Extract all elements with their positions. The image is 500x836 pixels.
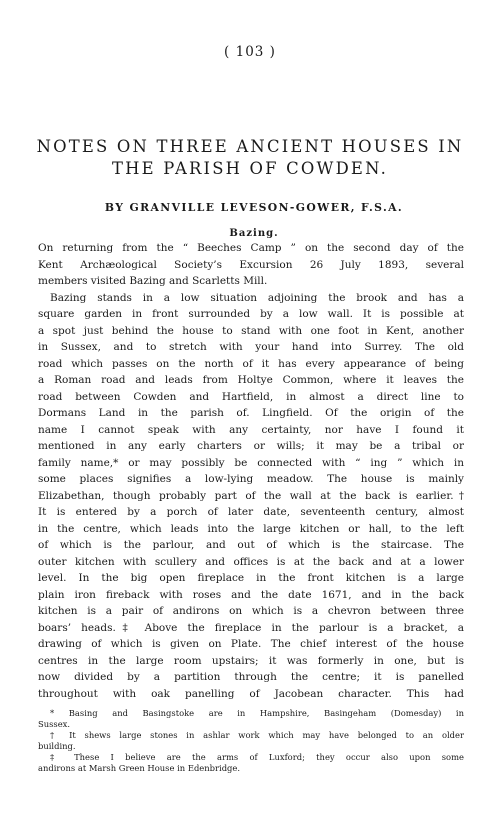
- text-line: drawing of which is given on Plate. The chief interest of the house: [38, 638, 464, 650]
- text-line: Elizabethan, though probably part of the wall at the back is earlier.†: [38, 489, 464, 502]
- text-line: level. In the big open fireplace in the front kitchen is a large: [38, 572, 464, 584]
- text-line: mentioned in any early charters or wills; it may be a tribal or: [38, 440, 464, 452]
- text-line: in Sussex, and to stretch with your hand into Surrey. The old: [38, 341, 464, 353]
- text-line: members visited Bazing and Scarletts Mill.: [38, 275, 268, 287]
- footnote-line: * Basing and Basingstoke are in Hampshire, Basingeham (Domesday) in: [50, 708, 464, 718]
- text-line: now divided by a partition through the centre; it is panelled: [38, 671, 464, 683]
- text-line: outer kitchen with scullery and offices is at the back and at a lower: [38, 555, 464, 568]
- text-line: Dormans Land in the parish of. Lingfield. Of the origin of the: [38, 407, 464, 419]
- text-line: some places signifies a low-lying meadow. The house is mainly: [38, 473, 464, 485]
- section-heading: Bazing.: [229, 228, 279, 239]
- footnote-line: ‡ These I believe are the arms of Luxford; they occur also upon some: [50, 752, 464, 762]
- text-line: boars’ heads.‡ Above the fireplace in the parlour is a bracket, a: [38, 621, 464, 634]
- text-line: name I cannot speak with any certainty, nor have I found it: [38, 423, 464, 436]
- article-title: [36, 136, 464, 180]
- text-line: Bazing stands in a low situation adjoining the brook and has a: [50, 291, 464, 304]
- text-line: in the centre, which leads into the large kitchen or hall, to the left: [38, 522, 464, 535]
- text-line: road between Cowden and Hartfield, in almost a direct line to: [38, 390, 464, 403]
- text-line: plain iron fireback with roses and the date 1671, and in the back: [38, 588, 464, 601]
- page-number: ( 103 ): [224, 44, 276, 60]
- text-line: family name,* or may possibly be connected with “ ing ” which in: [38, 456, 464, 469]
- author-byline: BY GRANVILLE LEVESON-GOWER, F.S.A.: [104, 201, 404, 214]
- text-line: centres in the large room upstairs; it was formerly in one, but is: [38, 654, 464, 667]
- text-line: square garden in front surrounded by a low wall. It is possible at: [38, 308, 464, 320]
- text-line: kitchen is a pair of andirons on which is a chevron between three: [38, 605, 464, 617]
- text-line: Kent Archæological Society’s Excursion 26 July 1893, several: [38, 258, 464, 271]
- text-line: throughout with oak panelling of Jacobean character. This had: [38, 687, 464, 700]
- text-line: a Roman road and leads from Holtye Common, where it leaves the: [38, 374, 464, 386]
- text-line: It is entered by a porch of later date, seventeenth century, almost: [38, 506, 464, 518]
- body-text: [38, 240, 464, 702]
- footnote-line: building.: [38, 741, 76, 751]
- footnotes: [38, 708, 464, 774]
- footnote-line: andirons at Marsh Green House in Edenbridge.: [38, 763, 241, 773]
- footnote-line: † It shews large stones in ashlar work which may have belonged to an older: [50, 730, 464, 740]
- text-line: On returning from the “ Beeches Camp ” on the second day of the: [38, 242, 464, 254]
- text-line: road which passes on the north of it has every appearance of being: [38, 357, 464, 370]
- footnote-line: Sussex.: [38, 719, 71, 729]
- title-line-2: THE PARISH OF COWDEN.: [112, 159, 388, 178]
- title-line-1: NOTES ON THREE ANCIENT HOUSES IN: [36, 137, 464, 156]
- text-line: of which is the parlour, and out of which is the staircase. The: [38, 539, 464, 551]
- text-line: a spot just behind the house to stand with one foot in Kent, another: [38, 324, 464, 337]
